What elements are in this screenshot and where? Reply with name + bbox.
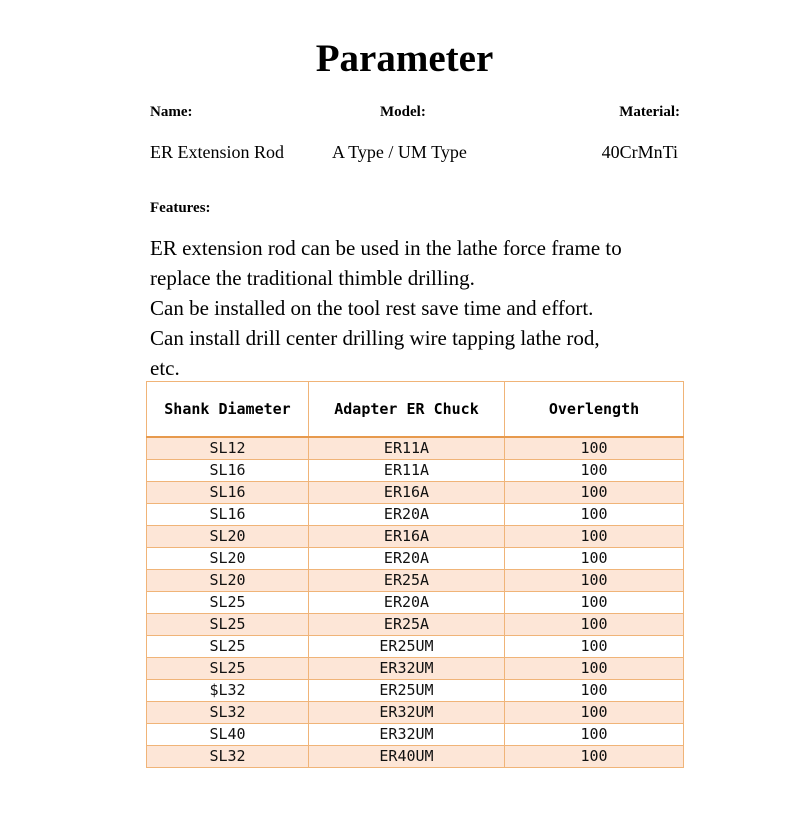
adapter-er-chuck-cell: ER25UM xyxy=(309,636,505,658)
table-row xyxy=(147,548,684,570)
shank-diameter-cell: SL25 xyxy=(147,614,309,636)
adapter-er-chuck-cell: ER16A xyxy=(309,482,505,504)
overlength-cell: 100 xyxy=(505,548,684,570)
adapter-er-chuck-cell: ER20A xyxy=(309,548,505,570)
adapter-er-chuck-cell: ER32UM xyxy=(309,724,505,746)
overlength-cell: 100 xyxy=(505,504,684,526)
features-line: replace the traditional thimble drilling. xyxy=(150,266,475,290)
overlength-cell: 100 xyxy=(505,460,684,482)
table-row xyxy=(147,482,684,504)
overlength-cell: 100 xyxy=(505,658,684,680)
overlength-cell: 100 xyxy=(505,636,684,658)
adapter-er-chuck-cell: ER25UM xyxy=(309,680,505,702)
adapter-er-chuck-cell: ER25A xyxy=(309,614,505,636)
overlength-cell: 100 xyxy=(505,570,684,592)
table-row xyxy=(147,658,684,680)
shank-diameter-cell: SL20 xyxy=(147,526,309,548)
shank-diameter-cell: SL16 xyxy=(147,504,309,526)
page-title: Parameter xyxy=(315,37,494,80)
shank-diameter-cell: SL20 xyxy=(147,570,309,592)
adapter-er-chuck-cell: ER20A xyxy=(309,592,505,614)
shank-diameter-cell: SL16 xyxy=(147,482,309,504)
material-value: 40CrMnTi xyxy=(601,142,678,162)
table-row xyxy=(147,526,684,548)
adapter-er-chuck-cell: ER16A xyxy=(309,526,505,548)
adapter-er-chuck-cell: ER20A xyxy=(309,504,505,526)
table-row xyxy=(147,636,684,658)
overlength-cell: 100 xyxy=(505,437,684,460)
overlength-cell: 100 xyxy=(505,702,684,724)
shank-diameter-cell: SL25 xyxy=(147,592,309,614)
table-body xyxy=(147,437,684,768)
shank-diameter-cell: SL20 xyxy=(147,548,309,570)
overlength-cell: 100 xyxy=(505,614,684,636)
table-row xyxy=(147,592,684,614)
overlength-cell: 100 xyxy=(505,680,684,702)
table-row xyxy=(147,570,684,592)
features-label: Features: xyxy=(150,200,211,216)
adapter-er-chuck-cell: ER32UM xyxy=(309,702,505,724)
adapter-er-chuck-cell: ER32UM xyxy=(309,658,505,680)
table-row xyxy=(147,504,684,526)
overlength-cell: 100 xyxy=(505,724,684,746)
shank-diameter-cell: SL16 xyxy=(147,460,309,482)
adapter-er-chuck-cell: ER40UM xyxy=(309,746,505,768)
parameter-table xyxy=(146,381,684,768)
features-line: Can be installed on the tool rest save time and effort. xyxy=(150,296,594,320)
overlength-cell: 100 xyxy=(505,746,684,768)
overlength-cell: 100 xyxy=(505,482,684,504)
shank-diameter-cell: SL12 xyxy=(147,437,309,460)
shank-diameter-cell: SL25 xyxy=(147,658,309,680)
table-row xyxy=(147,724,684,746)
table-row xyxy=(147,746,684,768)
overlength-cell: 100 xyxy=(505,526,684,548)
shank-diameter-cell: SL32 xyxy=(147,702,309,724)
table-row xyxy=(147,680,684,702)
features-text xyxy=(150,233,690,383)
shank-diameter-cell: SL32 xyxy=(147,746,309,768)
features-line: etc. xyxy=(150,356,180,380)
header-overlength: Overlength xyxy=(505,382,684,438)
adapter-er-chuck-cell: ER11A xyxy=(309,437,505,460)
features-line: ER extension rod can be used in the lathe force frame to xyxy=(150,236,622,260)
name-label: Name: xyxy=(150,104,193,120)
overlength-cell: 100 xyxy=(505,592,684,614)
model-value: A Type / UM Type xyxy=(332,142,467,162)
table-row xyxy=(147,614,684,636)
shank-diameter-cell: $L32 xyxy=(147,680,309,702)
adapter-er-chuck-cell: ER25A xyxy=(309,570,505,592)
table-header-row xyxy=(147,382,684,438)
features-line: Can install drill center drilling wire tapping lathe rod, xyxy=(150,326,600,350)
table-row xyxy=(147,437,684,460)
name-value: ER Extension Rod xyxy=(150,142,284,162)
material-label: Material: xyxy=(619,104,680,120)
table-row xyxy=(147,702,684,724)
header-adapter-er-chuck: Adapter ER Chuck xyxy=(309,382,505,438)
model-label: Model: xyxy=(380,104,426,120)
adapter-er-chuck-cell: ER11A xyxy=(309,460,505,482)
header-shank-diameter: Shank Diameter xyxy=(147,382,309,438)
shank-diameter-cell: SL25 xyxy=(147,636,309,658)
table-row xyxy=(147,460,684,482)
shank-diameter-cell: SL40 xyxy=(147,724,309,746)
